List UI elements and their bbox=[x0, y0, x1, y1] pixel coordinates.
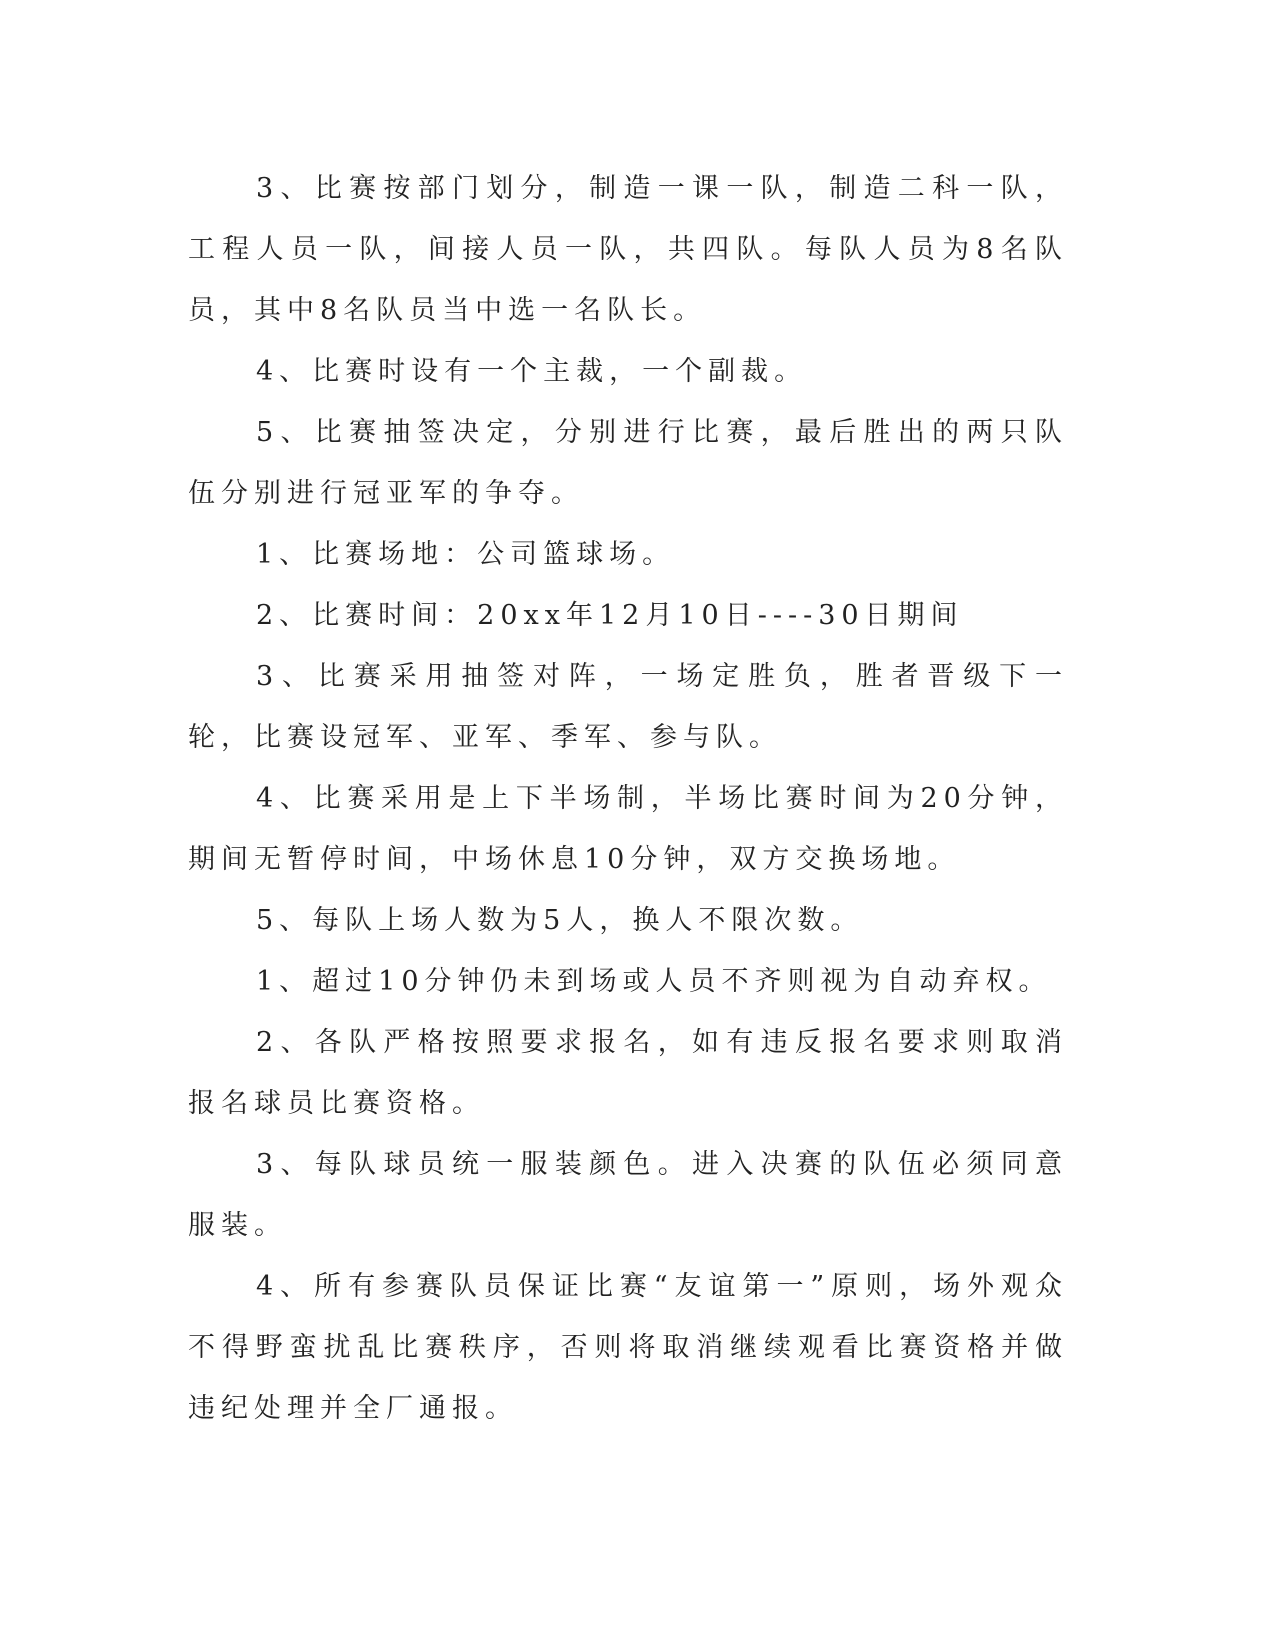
paragraph-halves: 4、比赛采用是上下半场制，半场比赛时间为20分钟，期间无暂停时间，中场休息10分钟，双方交换场地。 bbox=[188, 783, 1068, 875]
paragraph-format: 3、比赛采用抽签对阵，一场定胜负，胜者晋级下一轮，比赛设冠军、亚军、季军、参与队。 bbox=[188, 661, 1068, 753]
paragraph-registration: 2、各队严格按照要求报名，如有违反报名要求则取消报名球员比赛资格。 bbox=[188, 1027, 1068, 1119]
document-body bbox=[188, 158, 1068, 1439]
paragraph-venue: 1、比赛场地：公司篮球场。 bbox=[256, 539, 676, 570]
paragraph-players: 5、每队上场人数为5人，换人不限次数。 bbox=[256, 905, 864, 936]
paragraph-draw: 5、比赛抽签决定，分别进行比赛，最后胜出的两只队伍分别进行冠亚军的争夺。 bbox=[188, 417, 1068, 509]
paragraph-forfeit: 1、超过10分钟仍未到场或人员不齐则视为自动弃权。 bbox=[256, 966, 1052, 997]
paragraph-referees: 4、比赛时设有一个主裁，一个副裁。 bbox=[256, 356, 808, 387]
paragraph-conduct: 4、所有参赛队员保证比赛“友谊第一”原则，场外观众不得野蛮扰乱比赛秩序，否则将取消继续观看比赛资格并做违纪处理并全厂通报。 bbox=[188, 1271, 1068, 1424]
paragraph-uniform: 3、每队球员统一服装颜色。进入决赛的队伍必须同意服装。 bbox=[188, 1149, 1068, 1241]
paragraph-schedule: 2、比赛时间：20xx年12月10日----30日期间 bbox=[256, 600, 964, 631]
paragraph-team-division: 3、比赛按部门划分，制造一课一队，制造二科一队，工程人员一队，间接人员一队，共四队。每队人员为8名队员，其中8名队员当中选一名队长。 bbox=[188, 173, 1068, 326]
